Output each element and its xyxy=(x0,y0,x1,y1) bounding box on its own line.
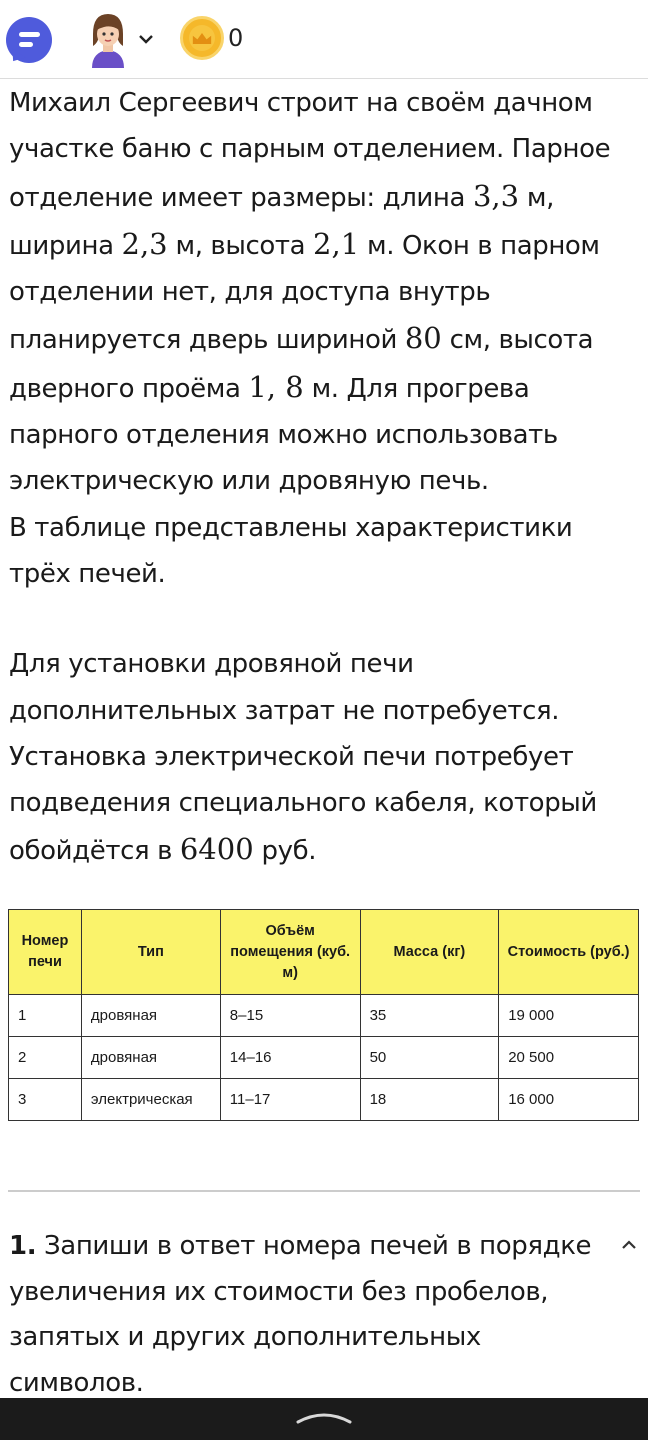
chat-bubble-icon[interactable] xyxy=(6,17,52,63)
user-avatar-icon[interactable] xyxy=(84,12,132,68)
height-value: 2,1 xyxy=(313,226,360,261)
col-header-number: Номер печи xyxy=(9,910,82,995)
table-header-row xyxy=(9,910,639,995)
question-1[interactable] xyxy=(9,1224,619,1406)
stoves-table xyxy=(8,909,639,1121)
table-cell: 3 xyxy=(9,1079,82,1121)
table-cell: 16 000 xyxy=(499,1079,639,1121)
table-row xyxy=(9,1079,639,1121)
table-cell: дровяная xyxy=(81,1037,220,1079)
table-cell: 18 xyxy=(360,1079,499,1121)
chevron-down-icon[interactable] xyxy=(138,34,154,46)
table-cell: 2 xyxy=(9,1037,82,1079)
chevron-up-icon[interactable] xyxy=(620,1236,638,1254)
chevron-up-icon[interactable] xyxy=(296,1410,352,1424)
width-value: 2,3 xyxy=(121,226,168,261)
table-row xyxy=(9,1037,639,1079)
table-cell: 20 500 xyxy=(499,1037,639,1079)
top-bar xyxy=(0,0,648,79)
table-cell: 50 xyxy=(360,1037,499,1079)
door-height-value: 1, 8 xyxy=(248,369,304,404)
cable-cost-value: 6400 xyxy=(179,832,254,867)
length-value: 3,3 xyxy=(472,178,520,213)
table-cell: 19 000 xyxy=(499,995,639,1037)
col-header-volume: Объём помещения (куб. м) xyxy=(220,910,360,995)
table-cell: 11–17 xyxy=(220,1079,360,1121)
table-cell: 35 xyxy=(360,995,499,1037)
problem-paragraph-2: Для установки дровяной печи дополнительных затрат не потребуется. Установка электрической печи потребует подведения специального кабеля, который обойдётся в 6400 руб. xyxy=(9,649,597,867)
col-header-mass: Масса (кг) xyxy=(360,910,499,995)
coin-count: 0 xyxy=(228,24,244,52)
problem-paragraph-1b: В таблице представлены характеристики трёх печей. xyxy=(9,512,573,589)
problem-statement xyxy=(9,80,639,875)
table-cell: дровяная xyxy=(81,995,220,1037)
table-cell: 1 xyxy=(9,995,82,1037)
door-width-value: 80 xyxy=(404,321,442,356)
table-row xyxy=(9,995,639,1037)
table-cell: электрическая xyxy=(81,1079,220,1121)
question-text: 1. Запиши в ответ номера печей в порядке увеличения их стоимости без пробелов, запятых и других дополнительных символов. xyxy=(9,1231,592,1398)
col-header-cost: Стоимость (руб.) xyxy=(499,910,639,995)
section-divider xyxy=(8,1190,640,1192)
question-number: 1. xyxy=(9,1231,37,1261)
coin-crown-icon[interactable] xyxy=(180,16,224,60)
table-cell: 8–15 xyxy=(220,995,360,1037)
problem-paragraph-1: Михаил Сергеевич строит на своём дачном участке баню с парным отделением. Парное отделение имеет размеры: длина 3,3 м, ширина 2,3 м, высота 2,1 м. Окон в парном отделении нет, для доступа внутрь планируется дверь шириной 80 см, высота дверного проёма 1, 8 м. Для прогрева парного отделения можно использовать электрическую или дровяную печь. xyxy=(9,88,611,497)
table-cell: 14–16 xyxy=(220,1037,360,1079)
bottom-sheet-handle[interactable] xyxy=(0,1398,648,1440)
col-header-type: Тип xyxy=(81,910,220,995)
